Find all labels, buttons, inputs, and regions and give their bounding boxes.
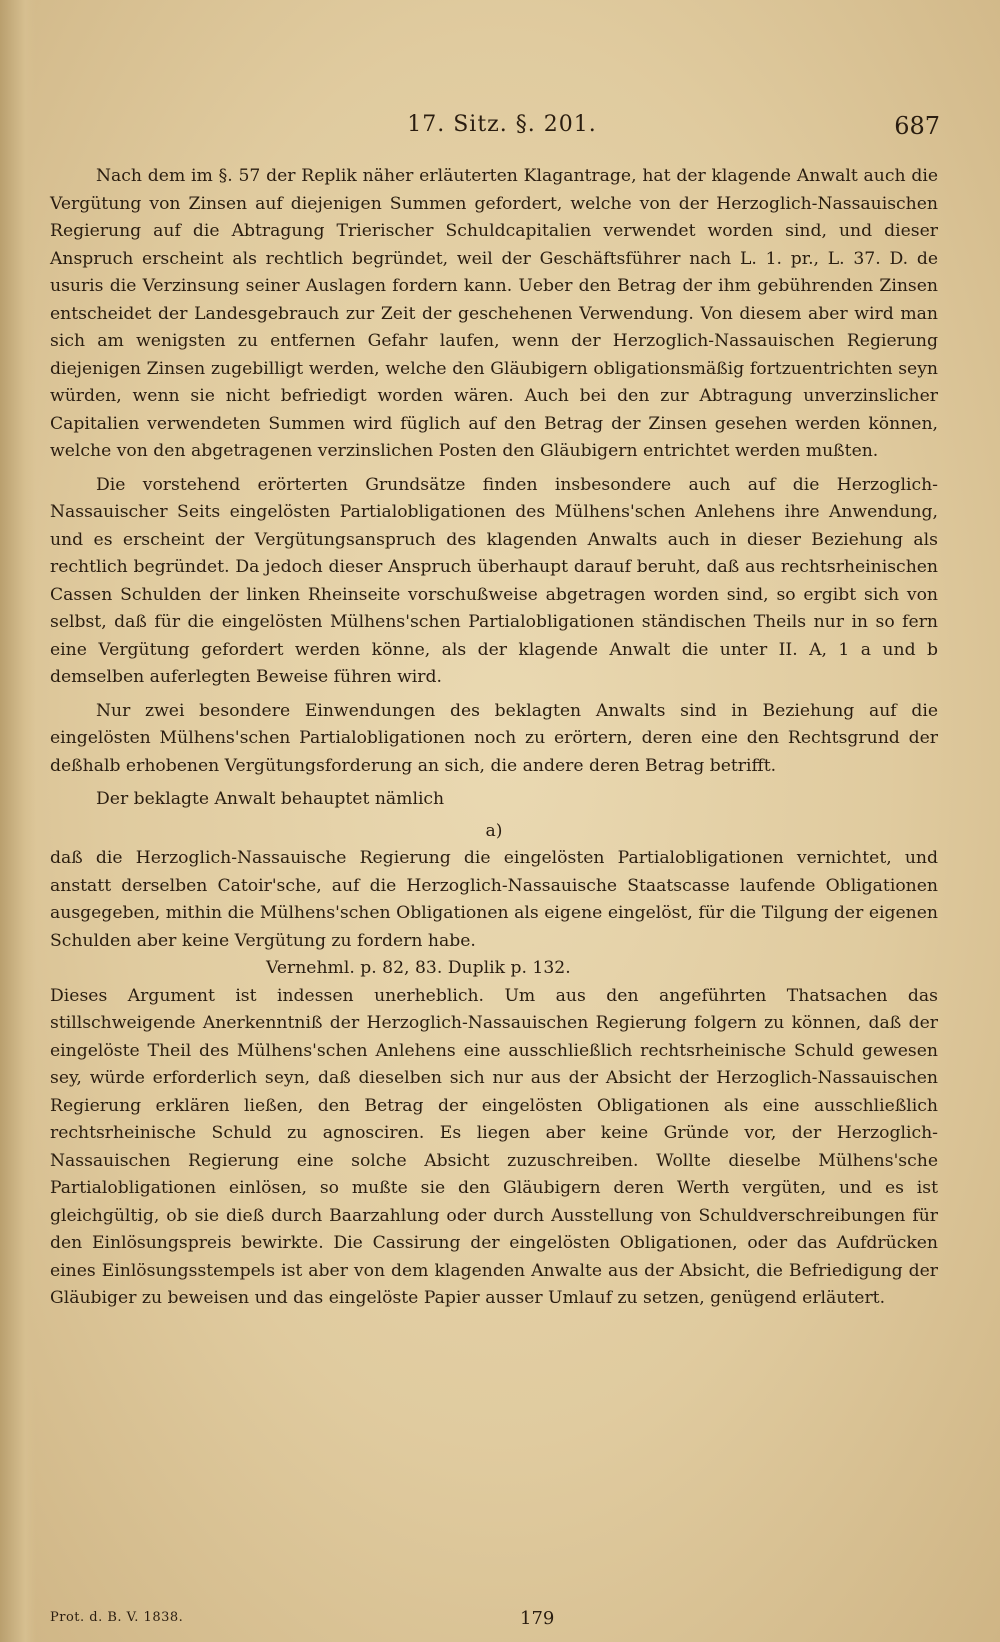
paragraph: Der beklagte Anwalt behauptet nämlich <box>96 789 445 809</box>
sheet-number: 179 <box>520 1608 555 1629</box>
page-number: 687 <box>894 112 940 140</box>
paragraph: Dieses Argument ist indessen unerheblich. Um aus den angeführten Thatsachen das stillschweigende Anerkenntniß der Herzoglich-Nassauischen Regierung folgern zu können, daß der eingelöste Theil des Mülhens'schen Anlehens eine ausschließlich rechtsrheinische Schuld gewesen sey, würde erforderlich seyn, daß dieselben sich nur aus der Absicht der Herzoglich-Nassauischen Regierung erklären ließen, den Betrag der eingelösten Obligationen als eine ausschließlich rechtsrheinische Schuld zu agnosciren. Es liegen aber keine Gründe vor, der Herzoglich-Nassauischen Regierung eine solche Absicht zuzuschreiben. Wollte dieselbe Mülhens'sche Partialobligationen einlösen, so mußte sie den Gläubigern deren Werth vergüten, und es ist gleichgültig, ob sie dieß durch Baarzahlung oder durch Ausstellung von Schuldverschreibungen für den Einlösungspreis bewirkte. Die Cassirung der eingelösten Obligationen, oder das Aufdrücken eines Einlösungsstempels ist aber von dem klagenden Anwalte aus der Absicht, die Befriedigung der Gläubiger zu beweisen und das eingelöste Papier ausser Umlauf zu setzen, genügend erläutert. <box>50 985 938 1308</box>
page-footer <box>50 1608 938 1632</box>
running-head: 17. Sitz. §. 201. <box>407 112 597 137</box>
citation-line: Vernehml. p. 82, 83. Duplik p. 132. <box>266 958 571 978</box>
page-header <box>0 112 1000 152</box>
paragraph: Die vorstehend erörterten Grundsätze finden insbesondere auch auf die Herzoglich-Nassauischer Seits eingelösten Partialobligationen des Mülhens'schen Anlehens ihre Anwendung, und es erscheint der Vergütungsanspruch des klagenden Anwalts auch in dieser Beziehung als rechtlich begründet. Da jedoch dieser Anspruch überhaupt darauf beruht, daß aus rechtsrheinischen Cassen Schulden der linken Rheinseite vorschußweise abgetragen worden sind, so ergibt sich von selbst, daß für die eingelösten Mülhens'schen Partialobligationen ständischen Theils nur in so fern eine Vergütung gefordert werden könne, als der klagende Anwalt die unter II. A, 1 a und b demselben auferlegten Beweise führen wird. <box>50 474 938 687</box>
enumeration-label: a) <box>485 820 503 841</box>
binding-gutter <box>0 0 36 1642</box>
paragraph: Nur zwei besondere Einwendungen des beklagten Anwalts sind in Beziehung auf die eingelösten Mülhens'schen Partialobligationen noch zu erörtern, deren eine den Rechtsgrund der deßhalb erhobenen Vergütungsforderung an sich, die andere deren Betrag betrifft. <box>50 700 938 776</box>
paragraph: daß die Herzoglich-Nassauische Regierung die eingelösten Partialobligationen vernichtet, und anstatt derselben Catoir'sche, auf die Herzoglich-Nassauische Staatscasse laufende Obligationen ausgegeben, mithin die Mülhens'schen Obligationen als eigene eingelöst, für die Tilgung der eigenen Schulden aber keine Vergütung zu fordern habe. <box>50 848 938 951</box>
printer-signature: Prot. d. B. V. 1838. <box>50 1610 184 1625</box>
page-body <box>50 163 938 1313</box>
paragraph: Nach dem im §. 57 der Replik näher erläuterten Klagantrage, hat der klagende Anwalt auch die Vergütung von Zinsen auf diejenigen Summen gefordert, welche von der Herzoglich-Nassauischen Regierung auf die Abtragung Trierischer Schuldcapitalien verwendet worden sind, und dieser Anspruch erscheint als rechtlich begründet, weil der Geschäftsführer nach L. 1. pr., L. 37. D. de usuris die Verzinsung seiner Auslagen fordern kann. Ueber den Betrag der ihm gebührenden Zinsen entscheidet der Landesgebrauch zur Zeit der geschehenen Verwendung. Von diesem aber wird man sich am wenigsten zu entfernen Gefahr laufen, wenn der Herzoglich-Nassauischen Regierung diejenigen Zinsen zugebilligt werden, welche den Gläubigern obligationsmäßig fortzuentrichten seyn würden, wenn sie nicht befriedigt worden wären. Auch bei den zur Abtragung unverzinslicher Capitalien verwendeten Summen wird füglich auf den Betrag der Zinsen gesehen werden können, welche von den abgetragenen verzinslichen Posten den Gläubigern entrichtet werden mußten. <box>50 166 938 461</box>
